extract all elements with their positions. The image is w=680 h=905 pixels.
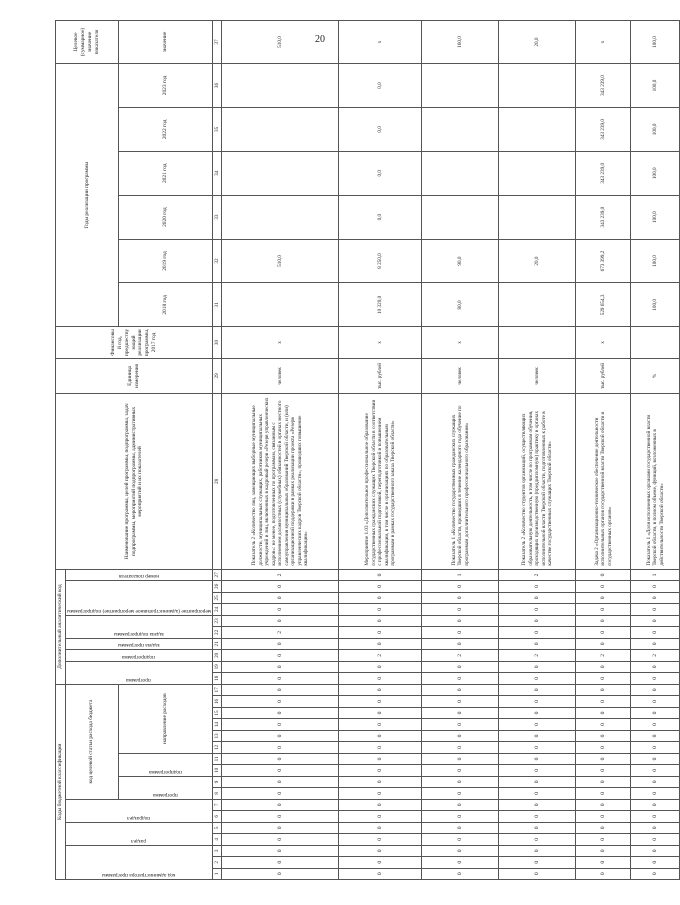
code-cell: 0 — [222, 604, 339, 615]
column-number: 29 — [212, 358, 222, 394]
code-cell: 0 — [222, 592, 339, 603]
table-row — [631, 21, 680, 880]
header-add-indicator: номер показателя — [65, 569, 212, 581]
column-number: 34 — [212, 151, 222, 195]
code-cell: 0 — [499, 788, 576, 799]
code-cell: 0 — [631, 799, 680, 810]
code-cell: 0 — [631, 753, 680, 764]
year-value — [222, 151, 339, 195]
year-value: 100,0 — [631, 107, 680, 151]
column-number: 33 — [212, 195, 222, 239]
row-unit: человек — [499, 358, 576, 394]
column-number: 16 — [212, 696, 222, 707]
code-cell: 0 — [422, 673, 499, 684]
year-value: 8 250,0 — [339, 239, 422, 283]
header-years-group: Годы реализации программы — [56, 64, 119, 327]
row-description: Показатель 1 «Количество государственных гражданских служащих Тверской области, прошедших в течение календарного года обучение по программам дополнительного профессионального образования» — [422, 394, 499, 570]
year-value — [499, 283, 576, 327]
year-value: 100,0 — [631, 239, 680, 283]
code-cell: 0 — [222, 730, 339, 741]
row-target-value: х — [339, 21, 422, 64]
column-number: 37 — [212, 21, 222, 64]
code-cell: 0 — [422, 834, 499, 845]
column-number: 17 — [212, 684, 222, 696]
row-description: Задача 2 «Организационно-техническое обеспечение деятельности исполнительных органов государственной власти Тверской области и государственных органов» — [576, 394, 631, 570]
code-cell: 0 — [422, 638, 499, 649]
row-unit: тыс. рублей — [576, 358, 631, 394]
code-cell: 0 — [339, 845, 422, 856]
code-cell: 0 — [576, 707, 631, 718]
code-cell: 0 — [222, 834, 339, 845]
code-cell: 0 — [499, 707, 576, 718]
year-value — [499, 107, 576, 151]
code-cell: 0 — [339, 638, 422, 649]
code-cell: 0 — [422, 845, 499, 856]
row-description: Показатель 2 «Количество лиц, замещающих выборные муниципальные должности, муниципальных служащих, работников муниципальных учреждений и лиц, включенных в кадровый резерв «Резерв управленческих кадров»: не менее, подготовленных по программам, связанным с исполнением должностных (служебных) обязанностей в органах местного самоуправления муниципальных образований Тверской области, и (или) организационной поддержки в рамках реализации проекта «Резерв управленческих кадров Тверской области», прошедших повышение квалификации» — [222, 394, 339, 570]
code-cell: 0 — [222, 684, 339, 696]
table-row — [222, 21, 339, 880]
code-cell: 0 — [222, 696, 339, 707]
code-cell: 0 — [576, 799, 631, 810]
code-cell: 0 — [339, 788, 422, 799]
code-cell: 0 — [422, 753, 499, 764]
column-number: 14 — [212, 719, 222, 730]
code-cell: 0 — [222, 788, 339, 799]
code-cell: 0 — [576, 730, 631, 741]
year-value: 510,0 — [222, 239, 339, 283]
column-number: 3 — [212, 845, 222, 856]
table-row — [576, 21, 631, 880]
column-number: 12 — [212, 742, 222, 753]
row-description: Показатель 1 «Доля исполненных органами государственной власти Тверской области, в полном объеме, функций, возложенных в действительности Тверской области» — [631, 394, 680, 570]
column-number: 6 — [212, 811, 222, 822]
code-cell: 0 — [576, 673, 631, 684]
year-value: 0,0 — [339, 195, 422, 239]
column-number: 11 — [212, 753, 222, 764]
header-add-task-subprogram: задача подпрограммы — [65, 615, 212, 638]
code-cell: 2 — [576, 650, 631, 661]
code-cell: 0 — [339, 615, 422, 626]
code-cell: 0 — [576, 684, 631, 696]
column-number: 36 — [212, 64, 222, 108]
year-value: 90,0 — [422, 239, 499, 283]
row-unit: % — [631, 358, 680, 394]
column-number: 26 — [212, 581, 222, 592]
row-unit: человек — [222, 358, 339, 394]
header-target-group: Целевое (суммарное) значение показателя — [56, 21, 119, 64]
year-value: 343 239,0 — [576, 195, 631, 239]
code-cell: 0 — [422, 661, 499, 672]
header-2022: 2022 год — [118, 107, 212, 151]
column-number: 13 — [212, 730, 222, 741]
code-cell: 0 — [222, 650, 339, 661]
code-cell: 0 — [631, 684, 680, 696]
row-financial-year: х — [422, 327, 499, 358]
year-value: 100,0 — [631, 195, 680, 239]
code-cell: 0 — [576, 765, 631, 776]
code-cell: 0 — [339, 753, 422, 764]
year-value — [499, 195, 576, 239]
code-cell: 0 — [576, 638, 631, 649]
code-cell: 0 — [499, 799, 576, 810]
code-cell: 0 — [499, 811, 576, 822]
year-value: 10 320,0 — [339, 283, 422, 327]
code-cell: 0 — [499, 719, 576, 730]
code-cell: 0 — [422, 788, 499, 799]
code-cell: 0 — [631, 719, 680, 730]
code-cell: 0 — [631, 822, 680, 833]
header-additional-group: Дополнительный аналитический код — [56, 569, 66, 684]
code-cell: 0 — [222, 638, 339, 649]
row-target-value: 100,0 — [631, 21, 680, 64]
code-cell: 0 — [422, 730, 499, 741]
header-2023: 2023 год — [118, 64, 212, 108]
header-codes-group: Коды бюджетной классификации — [56, 684, 66, 879]
code-cell: 0 — [576, 834, 631, 845]
code-cell: 0 — [339, 765, 422, 776]
year-value — [422, 64, 499, 108]
row-target-value: х — [576, 21, 631, 64]
code-cell: 0 — [499, 822, 576, 833]
column-number: 25 — [212, 592, 222, 603]
code-cell: 0 — [422, 811, 499, 822]
table-row — [339, 21, 422, 880]
code-cell: 0 — [576, 822, 631, 833]
page-number: 20 — [315, 34, 325, 45]
column-number: 23 — [212, 615, 222, 626]
code-cell: 0 — [222, 753, 339, 764]
code-cell: 0 — [576, 868, 631, 879]
year-value: 0,0 — [339, 64, 422, 108]
code-cell: 0 — [631, 742, 680, 753]
row-financial-year: х — [576, 327, 631, 358]
code-cell: 1 — [631, 569, 680, 581]
code-cell: 0 — [499, 776, 576, 787]
code-cell: 2 — [222, 569, 339, 581]
year-value — [422, 195, 499, 239]
code-cell: 0 — [422, 822, 499, 833]
column-number: 31 — [212, 283, 222, 327]
year-value — [222, 64, 339, 108]
code-cell: 0 — [222, 845, 339, 856]
row-unit: тыс. рублей — [339, 358, 422, 394]
code-cell: 0 — [422, 707, 499, 718]
year-value — [422, 107, 499, 151]
code-cell: 0 — [631, 776, 680, 787]
code-cell: 0 — [339, 707, 422, 718]
code-cell: 0 — [339, 868, 422, 879]
code-cell: 0 — [222, 822, 339, 833]
code-cell: 0 — [499, 857, 576, 868]
code-cell: 0 — [339, 661, 422, 672]
code-cell: 1 — [422, 569, 499, 581]
code-cell: 0 — [422, 615, 499, 626]
column-number: 24 — [212, 604, 222, 615]
row-target-value: 510,0 — [222, 21, 339, 64]
column-number: 2 — [212, 857, 222, 868]
code-cell: 0 — [576, 696, 631, 707]
code-cell: 0 — [422, 868, 499, 879]
year-value — [222, 195, 339, 239]
code-cell: 0 — [631, 788, 680, 799]
code-cell: 0 — [222, 673, 339, 684]
code-cell: 0 — [339, 822, 422, 833]
code-cell: 2 — [339, 650, 422, 661]
code-cell: 0 — [631, 661, 680, 672]
code-cell: 0 — [631, 765, 680, 776]
row-target-value: 160,0 — [422, 21, 499, 64]
code-cell: 0 — [631, 707, 680, 718]
code-cell: 0 — [576, 811, 631, 822]
row-financial-year: х — [222, 327, 339, 358]
code-cell: 0 — [222, 811, 339, 822]
code-cell: 0 — [422, 684, 499, 696]
code-cell: 0 — [631, 604, 680, 615]
code-cell: 0 — [222, 719, 339, 730]
column-number: 8 — [212, 788, 222, 799]
code-cell: 0 — [422, 604, 499, 615]
row-unit: человек — [422, 358, 499, 394]
header-2020: 2020 год — [118, 195, 212, 239]
code-cell: 0 — [339, 776, 422, 787]
header-2018: 2018 год — [118, 283, 212, 327]
header-target-article: код целевой статьи расхода бюджета — [65, 684, 118, 799]
year-value: 20,0 — [499, 239, 576, 283]
year-value: 673 399,2 — [576, 239, 631, 283]
column-number: 32 — [212, 239, 222, 283]
code-cell: 0 — [576, 857, 631, 868]
header-name-column: Наименование программы, целей программы, подпрограммы, задач подпрограммы, мероприятий подпрограммы, административных мероприятий и их показателей — [56, 394, 213, 570]
code-cell: 0 — [222, 581, 339, 592]
code-cell: 0 — [576, 627, 631, 638]
row-description: Показатель 2 «Количество студентов организаций, осуществляющих образовательную деятельность, в том числе по программам обучения, проходящих производственную (преддипломную) практику в органах исполнительной власти Тверской области, подготовленных к работе в качестве государственных служащих Тверской области» — [499, 394, 576, 570]
code-cell: 0 — [631, 811, 680, 822]
code-cell: 0 — [499, 696, 576, 707]
code-cell: 0 — [499, 753, 576, 764]
code-cell: 0 — [422, 799, 499, 810]
column-number: 18 — [212, 673, 222, 684]
code-cell: 0 — [222, 707, 339, 718]
code-cell: 0 — [631, 834, 680, 845]
code-cell: 0 — [222, 868, 339, 879]
year-value — [222, 107, 339, 151]
column-number: 19 — [212, 661, 222, 672]
year-value: 100,0 — [631, 151, 680, 195]
code-cell: 0 — [222, 742, 339, 753]
code-cell: 0 — [422, 742, 499, 753]
code-cell: 0 — [422, 627, 499, 638]
code-cell: 0 — [631, 581, 680, 592]
code-cell: 0 — [422, 776, 499, 787]
code-cell: 2 — [422, 650, 499, 661]
column-number: 28 — [212, 394, 222, 570]
row-financial-year: х — [339, 327, 422, 358]
header-sub-direction: направление расходов — [118, 684, 212, 753]
code-cell: 0 — [576, 604, 631, 615]
column-number: 27 — [212, 569, 222, 581]
column-number: 9 — [212, 776, 222, 787]
code-cell: 0 — [631, 845, 680, 856]
header-2021: 2021 год — [118, 151, 212, 195]
year-value — [422, 151, 499, 195]
table-row — [422, 21, 499, 880]
code-cell: 2 — [631, 650, 680, 661]
code-cell: 0 — [631, 868, 680, 879]
code-cell: 0 — [631, 857, 680, 868]
code-cell: 0 — [576, 661, 631, 672]
code-cell: 0 — [339, 834, 422, 845]
header-add-event: мероприятие (административное мероприятие) подпрограммы — [65, 581, 212, 615]
year-value: 100,0 — [631, 64, 680, 108]
header-sub-subprogram: подпрограмма — [118, 753, 212, 776]
header-target-value: значение — [118, 21, 212, 64]
code-cell: 0 — [222, 799, 339, 810]
code-cell: 0 — [576, 788, 631, 799]
row-financial-year — [499, 327, 576, 358]
code-cell: 0 — [631, 696, 680, 707]
code-cell: 0 — [499, 604, 576, 615]
code-cell: 0 — [339, 696, 422, 707]
column-number: 22 — [212, 627, 222, 638]
year-value — [222, 283, 339, 327]
year-value: 343 239,0 — [576, 107, 631, 151]
year-value — [499, 64, 576, 108]
column-number: 10 — [212, 765, 222, 776]
code-cell: 0 — [339, 799, 422, 810]
code-cell: 0 — [576, 719, 631, 730]
header-unit-column: Единица измерения — [56, 358, 213, 394]
code-cell: 0 — [499, 673, 576, 684]
code-cell: 0 — [631, 638, 680, 649]
code-cell: 0 — [499, 868, 576, 879]
header-financial-year: Финансовый год, предшествующий реализации программы, 2017 год — [56, 327, 213, 358]
row-description: Мероприятие 1.03 «Дополнительное профессиональное образование государственных гражданских служащих Тверской области в соответствии с профессиональной подготовкой, переподготовкой и повышением квалификации, в том числе в организациях по образовательным программам в рамках государственного заказа Тверской области» — [339, 394, 422, 570]
code-cell: 0 — [576, 845, 631, 856]
code-cell: 0 — [339, 627, 422, 638]
year-value: 0,0 — [339, 107, 422, 151]
program-table-rotated — [55, 20, 665, 880]
table-row — [499, 21, 576, 880]
code-cell: 0 — [339, 592, 422, 603]
code-cell: 0 — [499, 834, 576, 845]
code-cell: 0 — [339, 569, 422, 581]
code-cell: 0 — [499, 742, 576, 753]
code-cell: 2 — [499, 650, 576, 661]
code-cell: 0 — [576, 742, 631, 753]
code-cell: 0 — [422, 696, 499, 707]
header-add-task-program: задача программы — [65, 638, 212, 649]
code-cell: 0 — [222, 615, 339, 626]
column-number: 1 — [212, 868, 222, 879]
code-cell: 0 — [631, 592, 680, 603]
code-cell: 0 — [499, 615, 576, 626]
code-cell: 0 — [339, 811, 422, 822]
column-number: 7 — [212, 799, 222, 810]
year-value: 80,0 — [422, 283, 499, 327]
row-financial-year — [631, 327, 680, 358]
code-cell: 0 — [631, 627, 680, 638]
code-cell: 0 — [576, 569, 631, 581]
code-cell: 0 — [422, 765, 499, 776]
column-number: 4 — [212, 834, 222, 845]
code-cell: 0 — [499, 592, 576, 603]
code-cell: 0 — [499, 627, 576, 638]
column-number: 35 — [212, 107, 222, 151]
header-sub-program: программа — [118, 776, 212, 799]
header-add-subprogram: подпрограмма — [65, 650, 212, 661]
code-cell: 0 — [339, 730, 422, 741]
year-value: 343 239,0 — [576, 64, 631, 108]
code-cell: 0 — [576, 615, 631, 626]
header-admin-code: код администратора программы — [65, 845, 212, 879]
column-number: 15 — [212, 707, 222, 718]
code-cell: 0 — [499, 638, 576, 649]
code-cell: 0 — [222, 776, 339, 787]
code-cell: 0 — [499, 845, 576, 856]
code-cell: 0 — [631, 673, 680, 684]
code-cell: 0 — [422, 592, 499, 603]
code-cell: 0 — [222, 661, 339, 672]
column-number: 30 — [212, 327, 222, 358]
code-cell: 0 — [339, 742, 422, 753]
code-cell: 0 — [422, 719, 499, 730]
code-cell: 0 — [422, 857, 499, 868]
code-cell: 0 — [499, 765, 576, 776]
code-cell: 0 — [339, 684, 422, 696]
code-cell: 0 — [339, 581, 422, 592]
year-value — [499, 151, 576, 195]
code-cell: 0 — [499, 661, 576, 672]
year-value: 0,0 — [339, 151, 422, 195]
year-value: 343 239,0 — [576, 151, 631, 195]
column-number: 21 — [212, 638, 222, 649]
column-number: 5 — [212, 822, 222, 833]
code-cell: 0 — [576, 592, 631, 603]
code-cell: 0 — [631, 730, 680, 741]
code-cell: 0 — [222, 765, 339, 776]
code-cell: 0 — [499, 684, 576, 696]
code-cell: 0 — [339, 719, 422, 730]
code-cell: 0 — [499, 581, 576, 592]
code-cell: 0 — [576, 776, 631, 787]
code-cell: 2 — [499, 569, 576, 581]
code-cell: 0 — [339, 604, 422, 615]
year-value: 100,0 — [631, 283, 680, 327]
header-subsection: подраздел — [65, 799, 212, 822]
header-add-program: программа — [65, 661, 212, 684]
code-cell: 0 — [339, 673, 422, 684]
code-cell: 0 — [499, 730, 576, 741]
code-cell: 0 — [576, 581, 631, 592]
year-value: 529 654,3 — [576, 283, 631, 327]
row-target-value: 20,0 — [499, 21, 576, 64]
column-number: 20 — [212, 650, 222, 661]
code-cell: 0 — [222, 857, 339, 868]
header-2019: 2019 год — [118, 239, 212, 283]
code-cell: 0 — [631, 615, 680, 626]
code-cell: 0 — [339, 857, 422, 868]
code-cell: 2 — [222, 627, 339, 638]
code-cell: 0 — [422, 581, 499, 592]
code-cell: 0 — [576, 753, 631, 764]
program-table — [55, 20, 680, 880]
header-section: раздел — [65, 822, 212, 845]
